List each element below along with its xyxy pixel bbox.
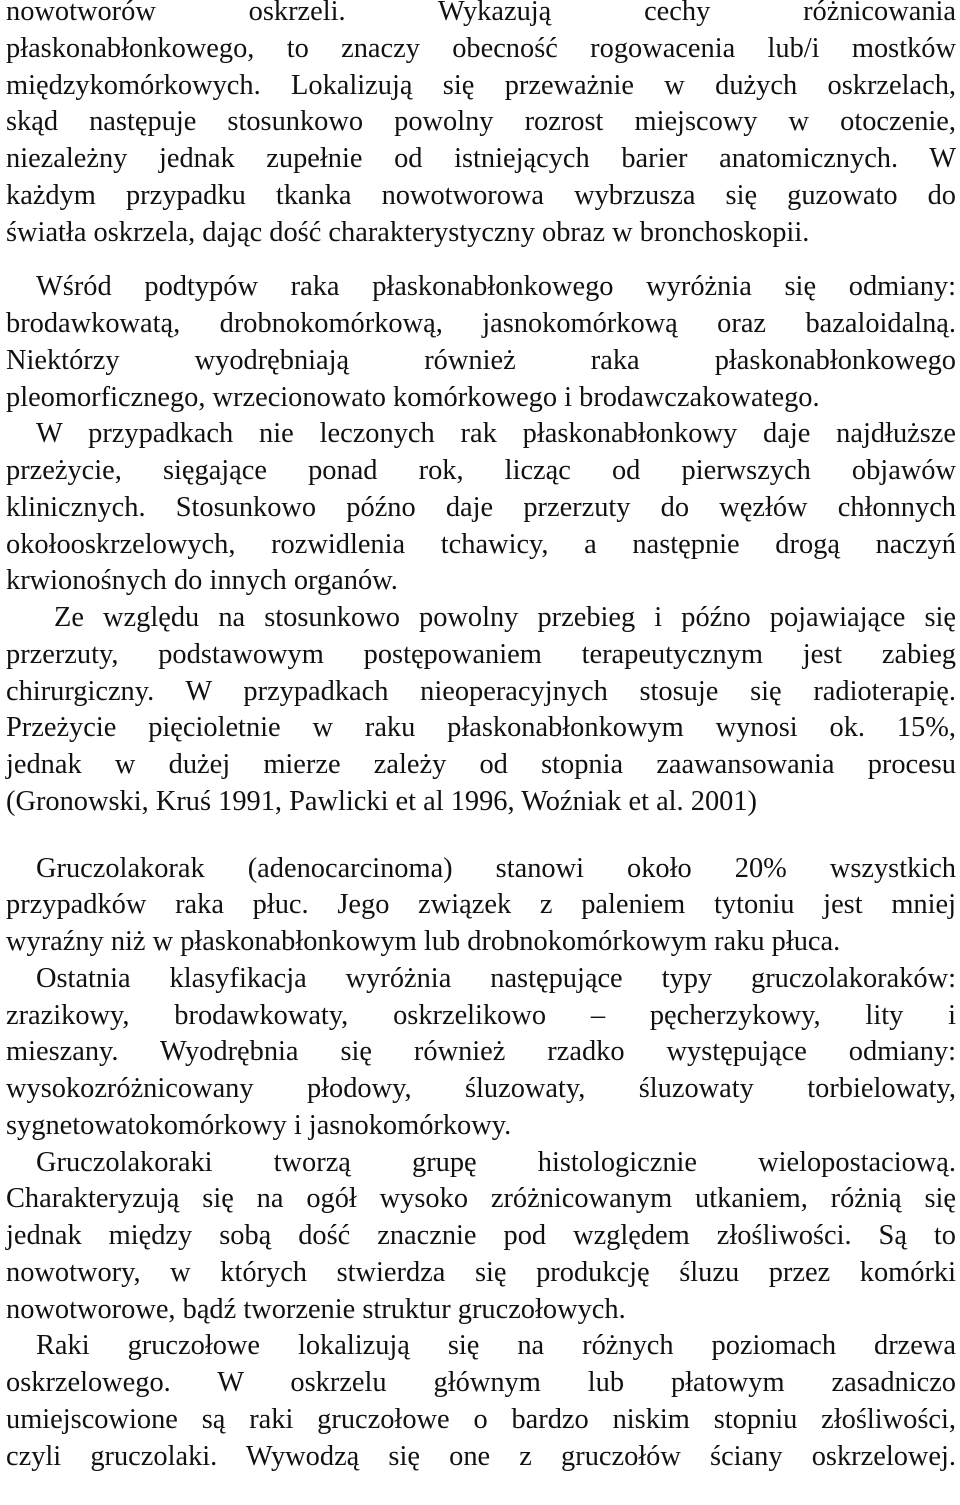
text-line: Ze względu na stosunkowo powolny przebieg i późno pojawiające się [54,602,956,633]
text-line: jednak między sobą dość znacznie pod względem złośliwości. Są to [6,1220,956,1251]
text-line: Gruczolakorak (adenocarcinoma) stanowi około 20% wszystkich [36,852,956,884]
paragraph-squamous-treatment [6,600,956,821]
text-line: wysokozróżnicowany płodowy, śluzowaty, śluzowaty torbielowaty, [6,1073,956,1104]
text-line: płaskonabłonkowego, to znaczy obecność rogowacenia lub/i mostków [6,32,956,64]
text-line: nowotworów oskrzeli. Wykazują cechy różnicowania [6,0,956,27]
paragraph-adenocarcinoma-histology [6,1145,956,1329]
text-line: umiejscowione są raki gruczołowe o bardzo niskim stopniu złośliwości, [6,1403,956,1435]
paragraph-squamous-subtypes [6,269,956,416]
text-line: mieszany. Wyodrębnia się również rzadko występujące odmiany: [6,1036,956,1068]
text-line: przerzuty, podstawowym postępowaniem terapeutycznym jest zabieg [6,638,956,670]
text-line: Przeżycie pięcioletnie w raku płaskonabłonkowym wynosi ok. 15%, [6,712,956,744]
text-line: skąd następuje stosunkowo powolny rozrost miejscowy w otoczenie, [6,106,956,138]
paragraph-gap [6,251,956,269]
text-line: przeżycie, sięgające ponad rok, licząc od pierwszych objawów [6,455,956,486]
text-line: oskrzelowego. W oskrzelu głównym lub płatowym zasadniczo [6,1367,956,1398]
text-line: sygnetowatokomórkowy i jasnokomórkowy. [6,1109,512,1141]
text-line: nowotworowe, bądź tworzenie struktur gruczołowych. [6,1293,626,1325]
text-line: przypadków raka płuc. Jego związek z paleniem tytoniu jest mniej [6,889,956,921]
text-line: Charakteryzują się na ogół wysoko zróżnicowanym utkaniem, różnią się [6,1183,956,1215]
text-line: klinicznych. Stosunkowo późno daje przerzuty do węzłów chłonnych [6,491,956,523]
paragraph-adenocarcinoma-intro [6,851,956,961]
text-line: międzykomórkowych. Lokalizują się przeważnie w dużych oskrzelach, [6,69,956,101]
text-line: zrazikowy, brodawkowaty, oskrzelikowo – pęcherzykowy, lity i [6,999,956,1031]
text-line: Niektórzy wyodrębniają również raka płaskonabłonkowego [6,344,956,376]
text-line: jednak w dużej mierze zależy od stopnia zaawansowania procesu [6,749,956,780]
text-line: wyraźny niż w płaskonabłonkowym lub drobnokomórkowym raku płuca. [6,926,841,957]
paragraph-squamous-intro [6,0,956,251]
paragraph-glandular-cancers [6,1328,956,1475]
text-line: W przypadkach nie leczonych rak płaskonabłonkowy daje najdłuższe [36,418,956,450]
text-line: Ostatnia klasyfikacja wyróżnia następujące typy gruczolakoraków: [36,962,956,994]
paragraph-gap [6,821,956,851]
text-line: nowotwory, w których stwierdza się produkcję śluzu przez komórki [6,1256,956,1288]
text-line: Gruczolakoraki tworzą grupę histologicznie wielopostaciową. [36,1146,956,1178]
text-line: chirurgiczny. W przypadkach nieoperacyjnych stosuje się radioterapię. [6,675,956,707]
text-line: okołooskrzelowych, rozwidlenia tchawicy, a następnie drogą naczyń [6,528,956,560]
text-line: światła oskrzela, dając dość charakterystyczny obraz w bronchoskopii. [6,216,810,248]
text-line: pleomorficznego, wrzecionowato komórkowego i brodawczakowatego. [6,381,820,413]
text-line: Wśród podtypów raka płaskonabłonkowego wyróżnia się odmiany: [36,271,956,303]
text-line: niezależny jednak zupełnie od istniejących barier anatomicznych. W [6,143,956,174]
text-line: czyli gruczolaki. Wywodzą się one z gruczołów ściany oskrzelowej. [6,1440,956,1472]
text-line: krwionośnych do innych organów. [6,565,398,597]
paragraph-squamous-survival [6,416,956,600]
text-line: (Gronowski, Kruś 1991, Pawlicki et al 1996, Woźniak et al. 2001) [6,785,757,817]
document-page [6,0,956,1475]
paragraph-adenocarcinoma-classification [6,961,956,1145]
text-line: Raki gruczołowe lokalizują się na różnych poziomach drzewa [36,1330,956,1362]
text-line: brodawkowatą, drobnokomórkową, jasnokomórkową oraz bazaloidalną. [6,308,956,339]
text-line: każdym przypadku tkanka nowotworowa wybrzusza się guzowato do [6,179,956,211]
